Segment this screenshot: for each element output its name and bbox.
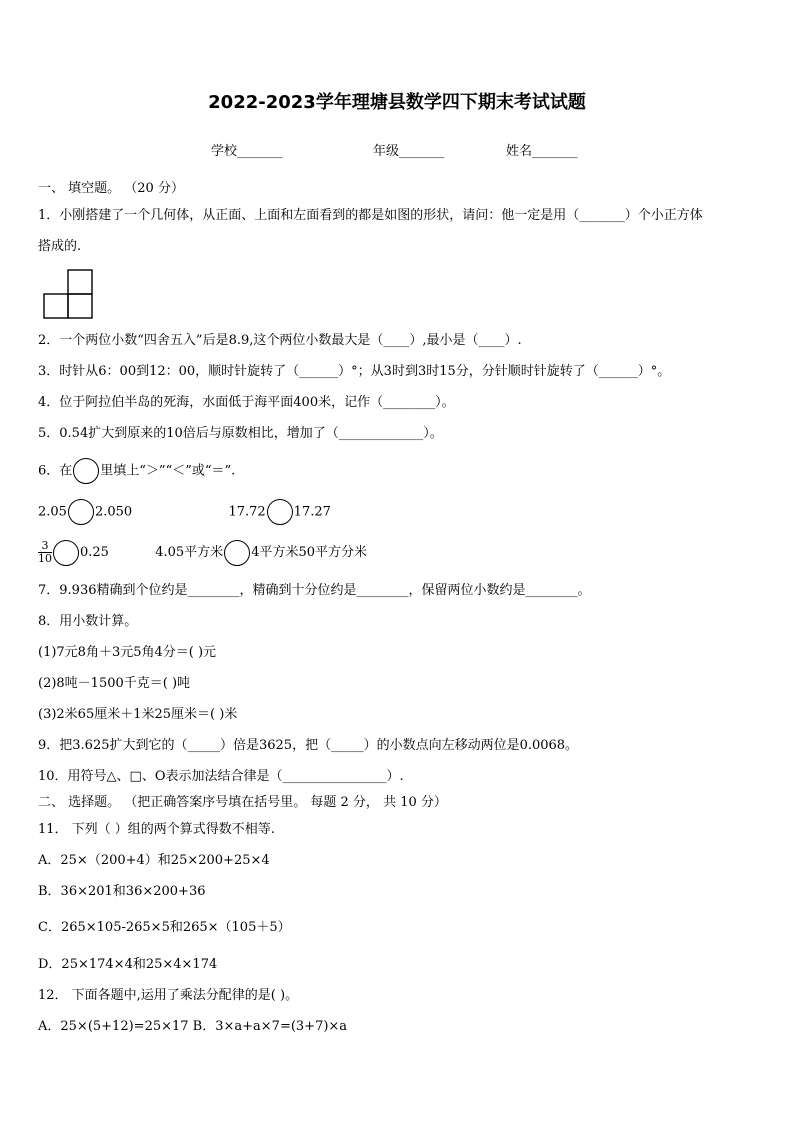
compare-3-circle[interactable] <box>53 540 79 566</box>
section-2-heading: 二、 选择题。 （把正确答案序号填在括号里。 每题 2 分， 共 10 分） <box>38 795 447 810</box>
question-6 <box>38 458 235 485</box>
compare-4-right: 4平方米50平方分米 <box>251 545 368 560</box>
q6-prefix: 6．在 <box>38 463 73 479</box>
question-8-part-2: (2)8吨－1500千克＝( )吨 <box>38 676 191 691</box>
cube-figure <box>42 268 94 320</box>
compare-4-circle[interactable] <box>224 540 250 566</box>
question-8-part-3: (3)2米65厘米＋1米25厘米＝( )米 <box>38 707 238 722</box>
question-4: 4．位于阿拉伯半岛的死海，水面低于海平面400米，记作（________）。 <box>38 395 455 410</box>
question-9: 9．把3.625扩大到它的（_____）倍是3625，把（_____）的小数点向左移动两位是0.0068。 <box>38 738 579 753</box>
question-3: 3．时针从6：00到12：00，顺时针旋转了（______）°；从3时到3时15分，分针顺时针旋转了（______）°。 <box>38 364 671 379</box>
compare-4-left: 4.05平方米 <box>155 545 224 560</box>
q6-suffix: 里填上“＞”“＜”或“＝”. <box>100 463 236 479</box>
compare-3-right: 0.25 <box>80 545 109 560</box>
fraction-denominator: 10 <box>38 552 52 565</box>
question-11-option-b: B．36×201和36×200+36 <box>38 884 206 899</box>
fraction-numerator: 3 <box>38 540 52 553</box>
question-8: 8．用小数计算。 <box>38 614 138 629</box>
question-12: 12． 下面各题中,运用了乘法分配律的是( )。 <box>38 988 299 1003</box>
question-8-part-1: (1)7元8角＋3元5角4分＝( )元 <box>38 645 217 660</box>
page-title: 2022-2023学年理塘县数学四下期末考试试题 <box>208 92 586 113</box>
question-6-row-1 <box>38 499 331 526</box>
question-6-row-2 <box>38 538 367 568</box>
school-field: 学校_______ <box>211 144 283 159</box>
grade-field: 年级_______ <box>373 144 445 159</box>
question-5: 5．0.54扩大到原来的10倍后与原数相比，增加了（_____________）。 <box>38 426 443 441</box>
compare-1-right: 2.050 <box>94 504 133 520</box>
compare-2-right: 17.27 <box>293 504 331 520</box>
question-11-option-c: C．265×105-265×5和265×（105＋5） <box>38 920 291 935</box>
compare-1-left: 2.05 <box>38 504 67 520</box>
cube-bottom-right <box>68 294 92 318</box>
compare-2-circle[interactable] <box>267 499 293 525</box>
question-7: 7．9.936精确到个位约是________，精确到十分位约是________，保留两位小数约是________。 <box>38 583 591 598</box>
fraction-3-10 <box>38 540 52 565</box>
question-11: 11． 下列（ ）组的两个算式得数不相等. <box>38 822 275 837</box>
question-11-option-a: A．25×（200+4）和25×200+25×4 <box>38 853 270 868</box>
cube-bottom-left <box>44 294 68 318</box>
section-1-heading: 一、 填空题。 （20 分） <box>38 181 184 196</box>
compare-circle-icon <box>73 458 99 484</box>
compare-1-circle[interactable] <box>68 499 94 525</box>
question-1-line-1: 1．小刚搭建了一个几何体，从正面、上面和左面看到的都是如图的形状，请问：他一定是用（_______）个小正方体 <box>38 208 703 223</box>
question-12-options: A．25×(5+12)=25×17 B．3×a+a×7=(3+7)×a <box>38 1019 348 1034</box>
name-field: 姓名_______ <box>506 144 578 159</box>
question-11-option-d: D．25×174×4和25×4×174 <box>38 957 218 972</box>
question-2: 2．一个两位小数“四舍五入”后是8.9,这个两位小数最大是（____）,最小是（____）. <box>38 333 522 348</box>
question-1-line-2: 搭成的. <box>38 239 82 254</box>
compare-2-left: 17.72 <box>228 504 266 520</box>
cube-top <box>68 270 92 294</box>
question-10: 10．用符号△、□、O表示加法结合律是（________________）. <box>38 769 404 784</box>
